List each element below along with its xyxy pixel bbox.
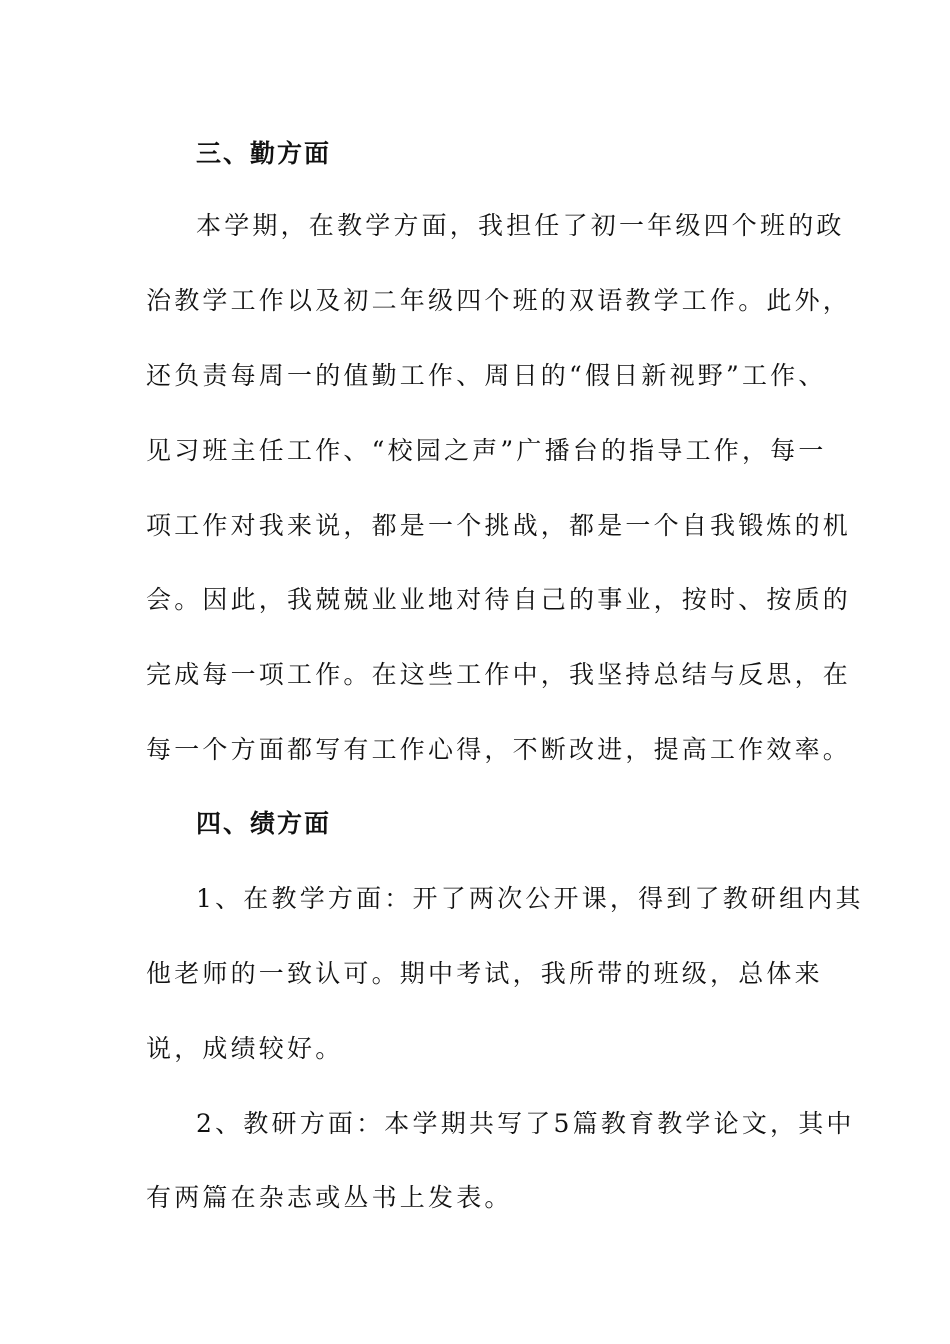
section-heading-achievement: 四、绩方面 [196, 809, 332, 838]
section-heading-attendance: 三、勤方面 [196, 139, 332, 168]
paragraph-line: 有两篇在杂志或丛书上发表。 [146, 1183, 513, 1212]
paragraph-line: 还负责每周一的值勤工作、周日的“假日新视野”工作、 [146, 361, 827, 390]
paragraph-line: 说，成绩较好。 [146, 1034, 344, 1063]
paragraph-line: 会。因此，我兢兢业业地对待自己的事业，按时、按质的 [146, 585, 852, 614]
paragraph-line: 每一个方面都写有工作心得，不断改进，提高工作效率。 [146, 735, 852, 764]
paragraph-line: 项工作对我来说，都是一个挑战，都是一个自我锻炼的机 [146, 511, 852, 540]
paragraph-line: 治教学工作以及初二年级四个班的双语教学工作。此外， [146, 286, 852, 315]
paragraph-line: 2、教研方面：本学期共写了5篇教育教学论文，其中 [196, 1109, 855, 1138]
paragraph-line: 1、在教学方面：开了两次公开课，得到了教研组内其 [196, 884, 864, 913]
paragraph-line: 本学期，在教学方面，我担任了初一年级四个班的政 [196, 211, 845, 240]
paragraph-line: 他老师的一致认可。期中考试，我所带的班级，总体来 [146, 959, 823, 988]
paragraph-line: 完成每一项工作。在这些工作中，我坚持总结与反思，在 [146, 660, 852, 689]
paragraph-line: 见习班主任工作、“校园之声”广播台的指导工作，每一 [146, 436, 827, 465]
